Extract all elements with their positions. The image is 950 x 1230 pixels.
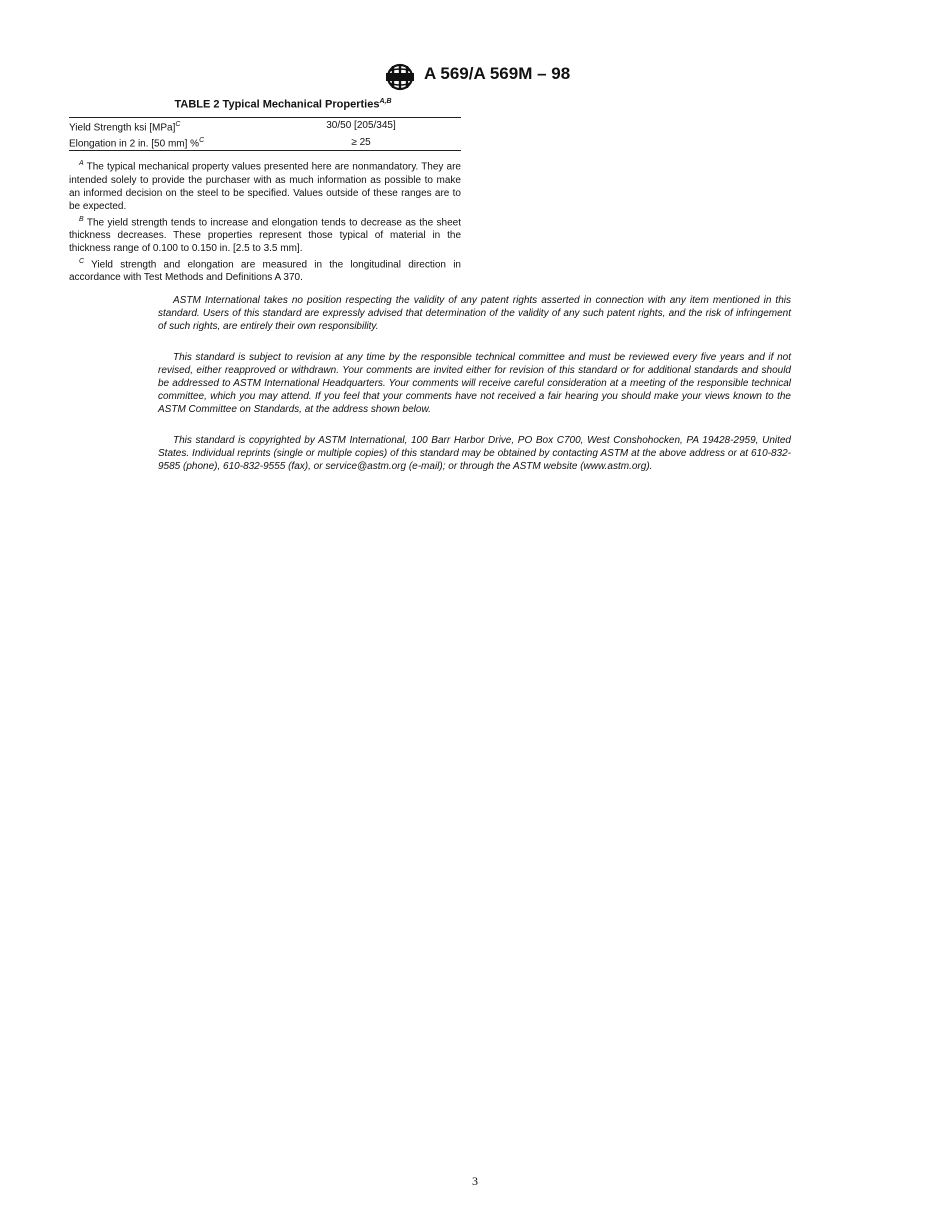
footnote-mark: B bbox=[79, 215, 84, 223]
footnote-text: The typical mechanical property values presented here are nonmandatory. They are intended solely to provide the purchaser with as much information as possible to make an informed decision on the steel to be specified. Values outside of these ranges are to be expected. bbox=[69, 161, 461, 212]
astm-logo-icon bbox=[383, 62, 417, 92]
property-label: Elongation in 2 in. [50 mm] % bbox=[69, 138, 200, 150]
table-cell-property bbox=[69, 134, 241, 151]
table-cell-property bbox=[69, 117, 241, 134]
property-note: C bbox=[175, 120, 181, 128]
footnote-mark: C bbox=[79, 257, 85, 265]
table-cell-value: 30/50 [205/345] bbox=[326, 120, 396, 132]
footnote-text: The yield strength tends to increase and elongation tends to decrease as the sheet thickness decreases. These properties represent those typical of material in the thickness range of 0.100 to 0.150 in. [2.5 to 3.5 mm]. bbox=[69, 216, 461, 254]
table-title-text: TABLE 2 Typical Mechanical Properties bbox=[174, 98, 380, 111]
table-2-block bbox=[69, 98, 461, 284]
table-row bbox=[69, 117, 461, 134]
mechanical-properties-table bbox=[69, 117, 461, 152]
table-title-notes: A,B bbox=[379, 98, 392, 105]
table-footnotes bbox=[69, 157, 461, 284]
table-cell-value: ≥ 25 bbox=[351, 136, 371, 148]
legal-notices bbox=[158, 294, 791, 491]
footnote-a bbox=[69, 157, 461, 212]
revision-notice: This standard is subject to revision at any time by the responsible technical committee and must be reviewed every five years and if not revised, either reapproved or withdrawn. Your comments are invited either for revision of this standard or for additional standards and should be addressed to ASTM International Headquarters. Your comments will receive careful consideration at a meeting of the responsible technical committee, which you may attend. If you feel that your comments have not received a fair hearing you should make your views known to the ASTM Committee on Standards, at the address shown below. bbox=[158, 352, 791, 415]
patent-notice: ASTM International takes no position respecting the validity of any patent rights asserted in connection with any item mentioned in this standard. Users of this standard are expressly advised that determination of the validity of any such patent rights, and the risk of infringement of such rights, are entirely their own responsibility. bbox=[158, 295, 791, 332]
table-title bbox=[69, 98, 461, 111]
footnote-mark: A bbox=[79, 160, 84, 168]
page-header bbox=[0, 60, 950, 94]
footnote-text: Yield strength and elongation are measured in the longitudinal direction in accordance with Test Methods and Definitions A 370. bbox=[69, 259, 461, 284]
standard-designation: A 569/A 569M – 98 bbox=[424, 64, 571, 83]
page-number: 3 bbox=[472, 1174, 478, 1188]
copyright-notice: This standard is copyrighted by ASTM International, 100 Barr Harbor Drive, PO Box C700, West Conshohocken, PA 19428-2959, United States. Individual reprints (single or multiple copies) of this standard may be obtained by contacting ASTM at the above address or at 610-832-9585 (phone), 610-832-9555 (fax), or service@astm.org (e-mail); or through the ASTM website (www.astm.org). bbox=[158, 435, 791, 472]
table-row bbox=[69, 134, 461, 151]
footnote-c bbox=[69, 255, 461, 284]
property-label: Yield Strength ksi [MPa] bbox=[69, 121, 176, 133]
footnote-b bbox=[69, 213, 461, 255]
property-note: C bbox=[199, 136, 205, 144]
